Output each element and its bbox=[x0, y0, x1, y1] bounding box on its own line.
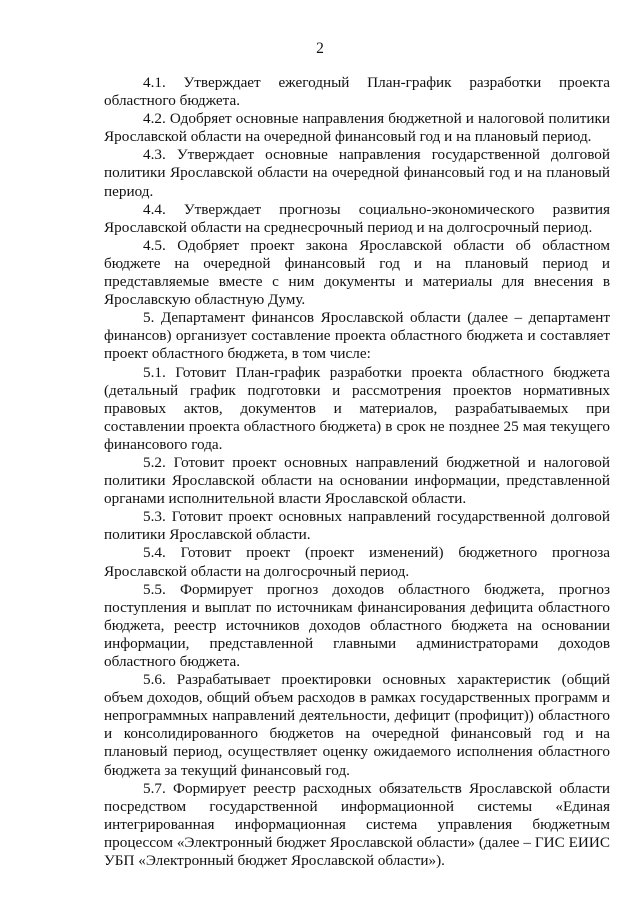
page-number: 2 bbox=[316, 40, 324, 57]
paragraph-4-5: 4.5. Одобряет проект закона Ярославской области об областном бюджете на очередной финансовый год и на плановый период и представляемые вместе с ним документы и материалы для внесения в Ярославскую областную Думу. bbox=[104, 236, 610, 309]
paragraph-5-2: 5.2. Готовит проект основных направлений бюджетной и налоговой политики Ярославской области на основании информации, представленной органами исполнительной власти Ярославской области. bbox=[104, 453, 610, 508]
paragraph-5-3: 5.3. Готовит проект основных направлений государственной долговой политики Ярославской области. bbox=[104, 508, 610, 544]
paragraph-5-4: 5.4. Готовит проект (проект изменений) бюджетного прогноза Ярославской области на долгосрочный период. bbox=[104, 544, 610, 580]
paragraph-5-1: 5.1. Готовит План-график разработки проекта областного бюджета (детальный график подготовки и рассмотрения проектов нормативных правовых актов, документов и материалов, разрабатываемых при составлении проекта областного бюджета) в срок не позднее 25 мая текущего финансового года. bbox=[104, 363, 610, 453]
paragraph-5: 5. Департамент финансов Ярославской области (далее – департамент финансов) организует составление проекта областного бюджета и составляет проект областного бюджета, в том числе: bbox=[104, 309, 610, 363]
paragraph-5-7: 5.7. Формирует реестр расходных обязательств Ярославской области посредством государственной информационной системы «Единая интегрированная информационная система управления бюджетным процессом «Электронный бюджет Ярославской области» (далее – ГИС ЕИИС УБП «Электронный бюджет Ярославской области»). bbox=[104, 779, 610, 870]
paragraph-5-5: 5.5. Формирует прогноз доходов областного бюджета, прогноз поступления и выплат по источникам финансирования дефицита областного бюджета, реестр источников доходов областного бюджета на основании информации, представленной главными администраторами доходов областного бюджета. bbox=[104, 580, 610, 670]
paragraph-4-4: 4.4. Утверждает прогнозы социально-экономического развития Ярославской области на среднесрочный период и на долгосрочный период. bbox=[104, 200, 610, 236]
paragraph-4-2: 4.2. Одобряет основные направления бюджетной и налоговой политики Ярославской области на очередной финансовый год и на плановый период. bbox=[104, 110, 610, 146]
paragraph-4-1: 4.1. Утверждает ежегодный План-график разработки проекта областного бюджета. bbox=[104, 74, 610, 110]
paragraph-4-3: 4.3. Утверждает основные направления государственной долговой политики Ярославской области на очередной финансовый год и на плановый период. bbox=[104, 146, 610, 200]
paragraph-5-6: 5.6. Разрабатывает проектировки основных характеристик (общий объем доходов, общий объем расходов в рамках государственных программ и непрограммных направлений деятельности, дефицит (профицит)) областного и консолидированного бюджетов на очередной финансовый год и на плановый период, осуществляет оценку ожидаемого исполнения областного бюджета за текущий финансовый год. bbox=[104, 671, 610, 779]
document-body bbox=[104, 74, 610, 870]
